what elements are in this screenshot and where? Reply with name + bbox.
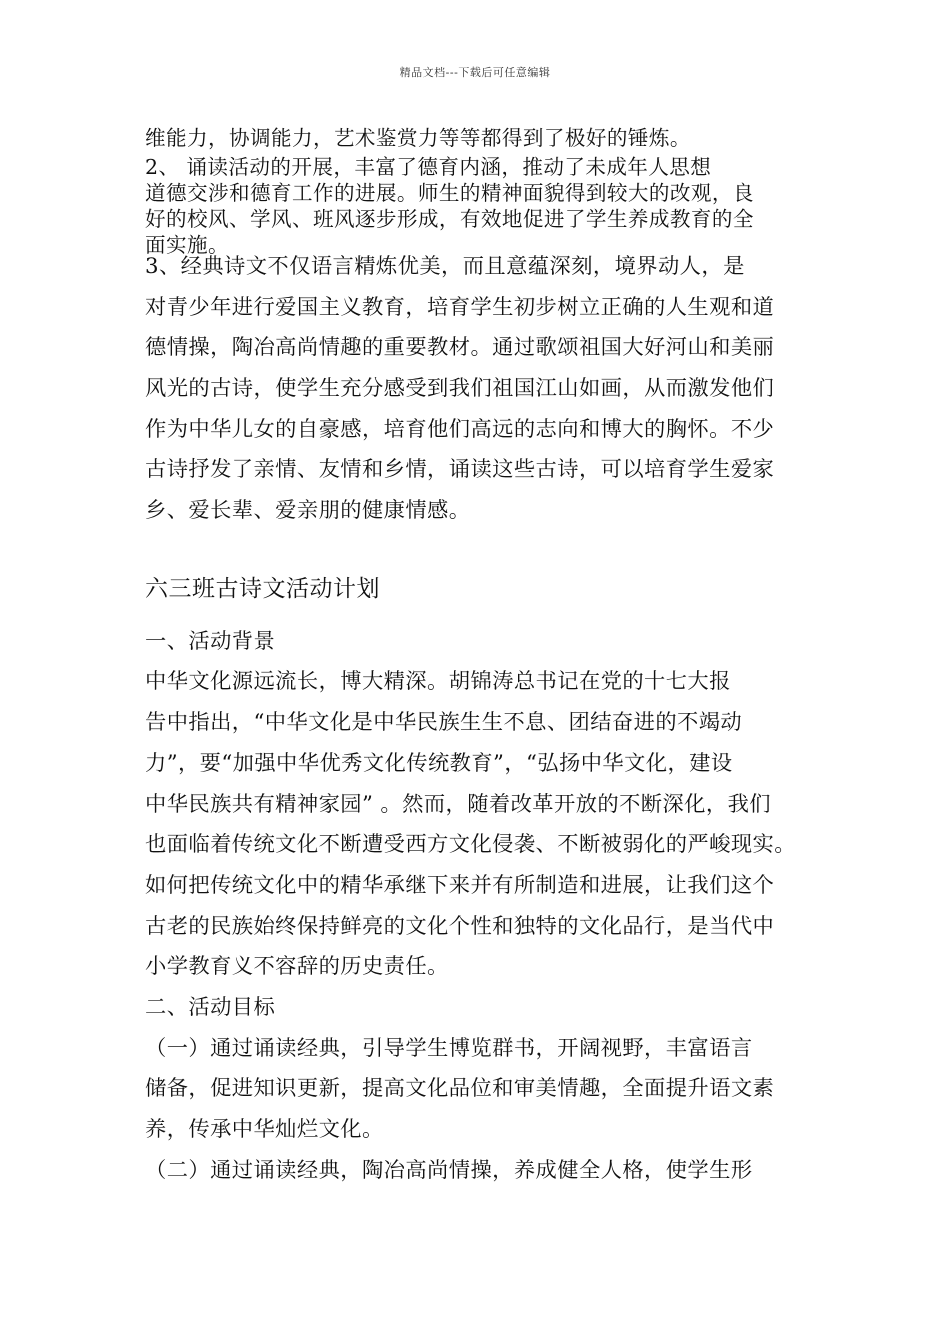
paragraph-line: 中华文化源远流长，博大精深。胡锦涛总书记在党的十七大报	[145, 669, 731, 694]
paragraph-line: 中华民族共有精神家园” 。然而，随着改革开放的不断深化，我们	[145, 792, 771, 817]
paragraph-line: 古老的民族始终保持鲜亮的文化个性和独特的文化品行，是当代中	[145, 914, 775, 939]
paragraph-line: 维能力，协调能力，艺术鉴赏力等等都得到了极好的锤炼。	[145, 126, 691, 150]
paragraph-line: 道德交涉和德育工作的进展。师生的精神面貌得到较大的改观，良	[145, 181, 754, 205]
subheading: 一、活动背景	[145, 629, 276, 654]
paragraph-line: 小学教育义不容辞的历史责任。	[145, 954, 449, 979]
paragraph-line: 养，传承中华灿烂文化。	[145, 1117, 384, 1142]
paragraph-line: 力”，要“加强中华优秀文化传统教育”，“弘扬中华文化，建设	[145, 751, 733, 776]
paragraph-line: 好的校风、学风、班风逐步形成，有效地促进了学生养成教育的全	[145, 207, 754, 231]
paragraph-line: 如何把传统文化中的精华承继下来并有所制造和进展，让我们这个	[145, 873, 775, 898]
paragraph-line: 面实施。	[145, 233, 229, 257]
subheading: 二、活动目标	[145, 995, 276, 1020]
page-header: 精品文档---下载后可任意编辑	[399, 66, 551, 79]
paragraph-line: 古诗抒发了亲情、友情和乡情，诵读这些古诗，可以培育学生爱家	[145, 457, 775, 482]
paragraph-line: 告中指出，“中华文化是中华民族生生不息、团结奋进的不竭动	[145, 710, 743, 735]
paragraph-line: 对青少年进行爱国主义教育，培育学生初步树立正确的人生观和道	[145, 295, 775, 320]
paragraph-line: 也面临着传统文化不断遭受西方文化侵袭、不断被弱化的严峻现实。	[145, 832, 796, 857]
paragraph-line: 乡、爱长辈、爱亲朋的健康情感。	[145, 498, 471, 523]
paragraph-line: 2、 诵读活动的开展，丰富了德育内涵，推动了未成年人思想	[145, 155, 712, 179]
paragraph-line: 储备，促进知识更新，提高文化品位和审美情趣，全面提升语文素	[145, 1076, 775, 1101]
paragraph-line: （二）通过诵读经典，陶冶高尚情操，养成健全人格，使学生形	[145, 1158, 753, 1183]
paragraph-line: 风光的古诗，使学生充分感受到我们祖国江山如画，从而激发他们	[145, 376, 775, 401]
paragraph-line: 3、经典诗文不仅语言精炼优美，而且意蕴深刻，境界动人，是	[145, 254, 745, 279]
paragraph-line: 德情操，陶冶高尚情趣的重要教材。通过歌颂祖国大好河山和美丽	[145, 335, 775, 360]
section-title: 六三班古诗文活动计划	[145, 576, 380, 602]
paragraph-line: （一）通过诵读经典，引导学生博览群书，开阔视野，丰富语言	[145, 1036, 753, 1061]
paragraph-line: 作为中华儿女的自豪感，培育他们高远的志向和博大的胸怀。不少	[145, 417, 775, 442]
